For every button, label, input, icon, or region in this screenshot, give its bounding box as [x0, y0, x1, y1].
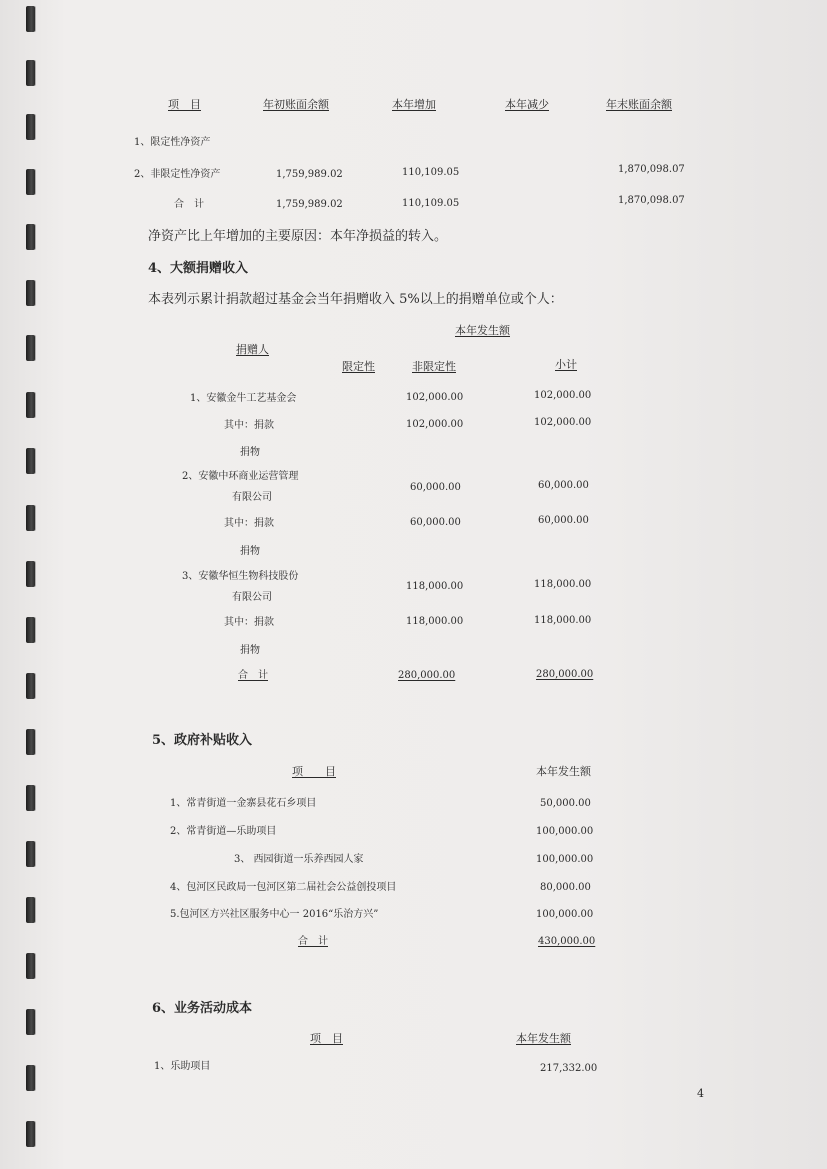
donor-2-cash-unrestricted: 60,000.00 [410, 517, 461, 528]
cost-1-label: 1、乐助项目 [154, 1061, 211, 1072]
subsidy-2-amount: 100,000.00 [536, 826, 594, 837]
donor-3-subtotal: 118,000.00 [534, 579, 592, 590]
donor-2-subtotal: 60,000.00 [538, 480, 589, 491]
header-decrease: 本年减少 [505, 98, 549, 111]
section-4-total-unrestricted: 280,000.00 [398, 670, 456, 681]
header-opening: 年初账面余额 [263, 98, 329, 111]
donor-1-cash-label: 其中：捐款 [224, 420, 274, 431]
donor-3-unrestricted: 118,000.00 [406, 581, 464, 592]
donor-2-cash-label: 其中：捐款 [224, 518, 274, 529]
donor-2-label: 2、安徽中环商业运营管理 [182, 471, 299, 482]
row-unrestricted-label: 2、非限定性净资产 [134, 169, 221, 180]
section-5-col-amount: 本年发生额 [536, 765, 591, 778]
row-total-label: 合 计 [174, 199, 204, 210]
net-assets-note: 净资产比上年增加的主要原因：本年净损益的转入。 [148, 229, 448, 244]
donor-2-label-line2: 有限公司 [232, 492, 272, 503]
section-6-col-amount: 本年发生额 [516, 1032, 571, 1045]
donor-1-cash-subtotal: 102,000.00 [534, 417, 592, 428]
donor-2-unrestricted: 60,000.00 [410, 482, 461, 493]
section-4-intro: 本表列示累计捐款超过基金会当年捐赠收入 5%以上的捐赠单位或个人： [148, 292, 563, 307]
row-total-opening: 1,759,989.02 [276, 199, 343, 210]
section-6-title: 6、业务活动成本 [152, 1001, 253, 1016]
section-5-total-label: 合 计 [298, 936, 328, 947]
donor-3-goods-label: 捐物 [240, 645, 260, 656]
subsidy-2-label: 2、常青街道—乐助项目 [170, 826, 277, 837]
donor-3-label-line2: 有限公司 [232, 592, 272, 603]
row-total-increase: 110,109.05 [402, 198, 460, 209]
subsidy-3-amount: 100,000.00 [536, 854, 594, 865]
subsidy-1-label: 1、常青街道一金寨县花石乡项目 [170, 798, 317, 809]
section-5-title: 5、政府补贴收入 [152, 733, 253, 748]
row-unrestricted-opening: 1,759,989.02 [276, 169, 343, 180]
subsidy-5-label: 5.包河区方兴社区服务中心一 2016“乐治方兴” [170, 909, 379, 920]
section-4-total-subtotal: 280,000.00 [536, 669, 594, 680]
section-4-col-restricted: 限定性 [342, 360, 375, 373]
row-restricted-label: 1、限定性净资产 [134, 137, 211, 148]
binding-holes [26, 0, 40, 1169]
donor-3-cash-label: 其中：捐款 [224, 617, 274, 628]
donor-2-cash-subtotal: 60,000.00 [538, 515, 589, 526]
donor-1-cash-unrestricted: 102,000.00 [406, 419, 464, 430]
donor-3-label: 3、安徽华恒生物科技股份 [182, 571, 299, 582]
section-4-title: 4、大额捐赠收入 [148, 261, 249, 276]
section-4-col-donor: 捐赠人 [236, 343, 269, 356]
donor-3-cash-unrestricted: 118,000.00 [406, 616, 464, 627]
donor-2-goods-label: 捐物 [240, 546, 260, 557]
cost-1-amount: 217,332.00 [540, 1063, 598, 1074]
donor-1-label: 1、安徽金牛工艺基金会 [190, 393, 297, 404]
row-unrestricted-closing: 1,870,098.07 [618, 164, 685, 175]
donor-1-subtotal: 102,000.00 [534, 390, 592, 401]
subsidy-3-label: 3、 西园街道一乐养西园人家 [234, 854, 364, 865]
subsidy-4-label: 4、包河区民政局一包河区第二届社会公益创投项目 [170, 882, 397, 893]
section-4-total-label: 合 计 [238, 670, 268, 681]
section-4-col-subtotal: 小计 [555, 358, 577, 371]
row-total-closing: 1,870,098.07 [618, 195, 685, 206]
subsidy-5-amount: 100,000.00 [536, 909, 594, 920]
subsidy-4-amount: 80,000.00 [540, 882, 591, 893]
page-number: 4 [697, 1087, 704, 1100]
section-5-col-item: 项 目 [292, 765, 336, 778]
row-unrestricted-increase: 110,109.05 [402, 167, 460, 178]
header-increase: 本年增加 [392, 98, 436, 111]
section-6-col-item: 项 目 [310, 1032, 343, 1045]
section-4-col-unrestricted: 非限定性 [412, 360, 456, 373]
section-5-total-amount: 430,000.00 [538, 936, 596, 947]
section-4-group-header: 本年发生额 [455, 324, 510, 337]
donor-1-unrestricted: 102,000.00 [406, 392, 464, 403]
header-item: 项 目 [168, 98, 201, 111]
donor-3-cash-subtotal: 118,000.00 [534, 615, 592, 626]
subsidy-1-amount: 50,000.00 [540, 798, 591, 809]
header-closing: 年末账面余额 [606, 98, 672, 111]
donor-1-goods-label: 捐物 [240, 447, 260, 458]
